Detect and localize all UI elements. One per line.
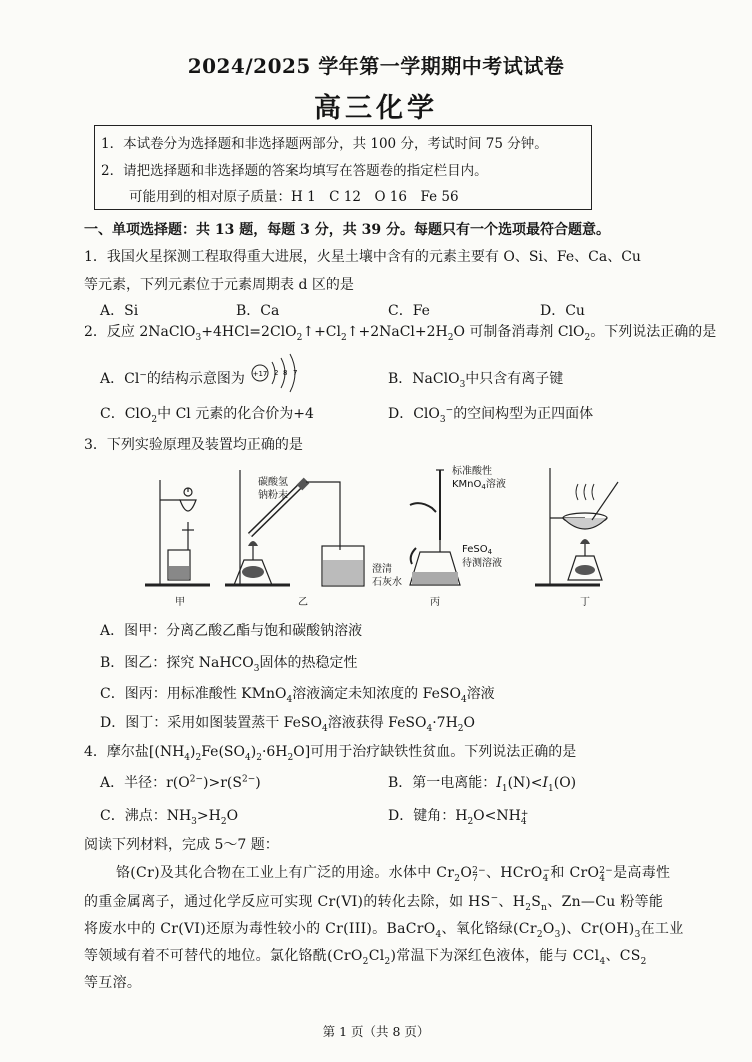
q3-option-a: A．图甲：分离乙酸乙酯与饱和碳酸钠溶液: [100, 623, 363, 639]
page-number: 第 1 页（共 8 页）: [322, 1024, 430, 1039]
label-powder-1: 碳酸氢: [258, 477, 288, 488]
atom-shell-3-label: 7: [293, 369, 298, 377]
atom-nucleus-label: +17: [252, 370, 268, 378]
section-heading: 一、单项选择题：共 13 题，每题 3 分，共 39 分。每题只有一个选项最符合题意。: [84, 222, 610, 238]
reading-line-1: 铬(Cr)及其化合物在工业上有广泛的用途。水体中 $Cr_2O2-$ 7 、HCrO− 4 和 CrO2− 4 是高毒性: [116, 865, 671, 884]
q4-option-b: B．第一电离能：$I_1(N)<I_1(O)$: [388, 775, 577, 794]
label-jia: 甲: [175, 597, 185, 608]
notice-line-1: 1．本试卷分为选择题和非选择题两部分，共 100 分，考试时间 75 分钟。: [101, 136, 548, 152]
q4-option-c: C．沸点：$NH_3>H_2O$: [100, 808, 239, 827]
notice-line-2: 2．请把选择题和非选择题的答案均填写在答题卷的指定栏目内。: [101, 163, 488, 179]
atom-shell-2-label: 8: [283, 369, 288, 377]
q1-stem-line1: 1．我国火星探测工程取得重大进展，火星土壤中含有的元素主要有 O、Si、Fe、Ca、Cu: [84, 249, 641, 265]
reading-line-5: 等互溶。: [84, 975, 142, 991]
q4-option-a: A．半径：$r(O^{2-})>r(S^{2-})$: [100, 774, 261, 791]
q2-option-a: A．Cl−的结构示意图为: [100, 370, 245, 387]
apparatus-ding: [535, 468, 618, 585]
reading-line-3: 将废水中的 Cr(VI)还原为毒性较小的 Cr(III)。BaCrO$_4$、氧化铬绿$(Cr_2O_3)$、$Cr(OH)_3$在工业: [84, 921, 684, 940]
label-limewater-2: 石灰水: [372, 577, 402, 588]
q4-option-d: D．键角：$H_2O<NH+$ 4: [388, 808, 529, 827]
q3-option-d: D．图丁：采用如图装置蒸干 FeSO$_4$溶液获得 $FeSO_4\cdot 7H_2O$: [100, 715, 476, 734]
exam-title: 2024/2025 学年第一学期期中考试试卷: [187, 54, 565, 78]
apparatus-yi: [225, 470, 364, 586]
q2-option-c: C．ClO$_2$中 Cl 元素的化合价为+4: [100, 406, 314, 425]
q2-stem: 2．反应 $2NaClO_3+4HCl=2ClO_2↑+Cl_2↑+2NaCl+2H_2O$ 可制备消毒剂 ClO$_2$。下列说法正确的是: [84, 324, 717, 343]
q3-option-b: B．图乙：探究 NaHCO$_3$固体的热稳定性: [100, 655, 358, 674]
reading-intro: 阅读下列材料，完成 5～7 题：: [84, 837, 279, 853]
reading-line-2: 的重金属离子，通过化学反应可实现 Cr(VI)的转化去除，如 HS−、$H_2S_n$、Zn—Cu 粉等能: [84, 893, 664, 913]
label-powder-2: 钠粉末: [258, 490, 288, 501]
label-feso4-1: FeSO$_4$: [462, 544, 493, 556]
notice-line-3: 可能用到的相对原子质量：H 1 C 12 O 16 Fe 56: [129, 189, 459, 205]
label-kmno4-2: KMnO$_4$溶液: [452, 479, 506, 491]
q3-option-c: C．图丙：用标准酸性 KMnO$_4$溶液滴定未知浓度的 FeSO$_4$溶液: [100, 686, 495, 705]
label-feso4-2: 待测溶液: [462, 558, 502, 569]
q1-option-d: D．Cu: [540, 303, 585, 319]
q1-option-c: C．Fe: [388, 303, 430, 319]
chlorine-atom-diagram: [250, 350, 310, 396]
q4-stem: 4．摩尔盐$[(NH_4)_2Fe(SO_4)_2\cdot 6H_2O]$可用于治疗缺铁性贫血。下列说法正确的是: [84, 744, 577, 763]
label-ding: 丁: [580, 597, 590, 608]
q2-option-d: D．ClO$_3$−的空间构型为正四面体: [388, 405, 594, 425]
q1-option-b: B．Ca: [236, 303, 280, 319]
label-kmno4-1: 标准酸性: [452, 466, 492, 477]
lab-apparatus-figure: [140, 460, 640, 610]
reading-line-4: 等领域有着不可替代的地位。氯化铬酰$(CrO_2Cl_2)$常温下为深红色液体，能与 CCl$_4$、$CS_2$: [84, 948, 647, 967]
q3-stem: 3．下列实验原理及装置均正确的是: [84, 437, 303, 453]
label-bing: 丙: [430, 597, 440, 608]
atom-shell-1-label: 2: [274, 369, 279, 377]
notice-box: [94, 125, 592, 210]
q2-option-b: B．NaClO$_3$中只含有离子键: [388, 371, 564, 390]
subject-title: 高三化学: [314, 93, 438, 124]
apparatus-jia: [145, 480, 210, 585]
label-yi: 乙: [298, 597, 308, 608]
label-limewater-1: 澄清: [372, 564, 392, 575]
q1-stem-line2: 等元素，下列元素位于元素周期表 d 区的是: [84, 277, 354, 293]
q1-option-a: A．Si: [100, 303, 139, 319]
